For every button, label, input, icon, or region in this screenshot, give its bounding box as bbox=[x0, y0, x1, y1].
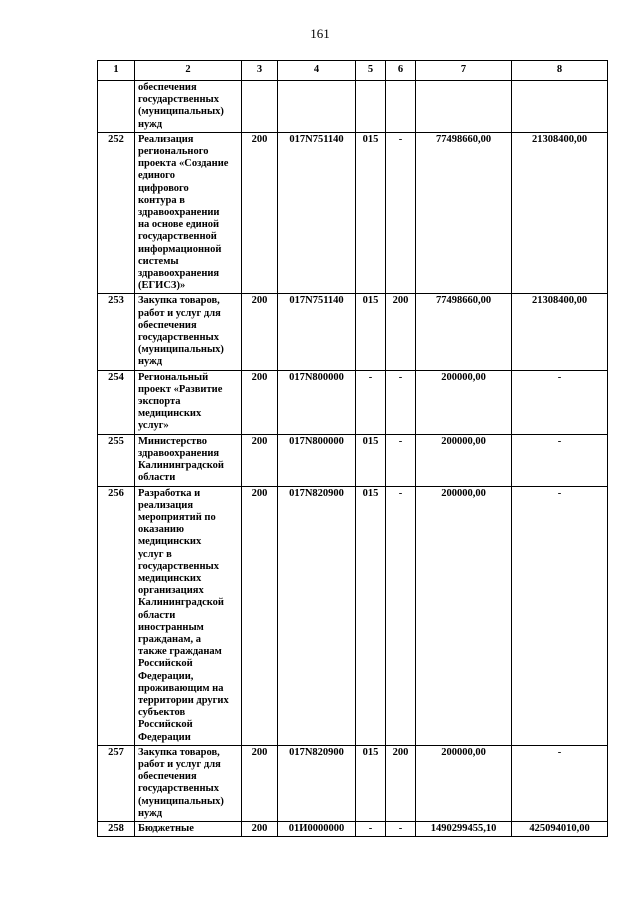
table-cell-c8: 21308400,00 bbox=[512, 132, 608, 294]
table-cell-c7: 200000,00 bbox=[416, 434, 512, 486]
table-cell-c2: Региональный проект «Развитие экспорта медицинских услуг» bbox=[135, 370, 242, 434]
table-cell-c2: Закупка товаров, работ и услуг для обеспечения государственных (муниципальных) нужд bbox=[135, 745, 242, 821]
table-cell-c2: Разработка и реализация мероприятий по оказанию медицинских услуг в государственных медицинских организациях Калининградской области иностранным гражданам, а также гражданам Российской Федерации, проживающим на территории других субъектов Российской Федерации bbox=[135, 486, 242, 745]
table-cell-c8: - bbox=[512, 745, 608, 821]
table-cell-c5 bbox=[356, 81, 386, 133]
header-cell-1: 1 bbox=[98, 61, 135, 81]
table-cell-c5: - bbox=[356, 370, 386, 434]
table-cell-c1: 257 bbox=[98, 745, 135, 821]
table-cell-c4: 017N751140 bbox=[278, 294, 356, 370]
table-cell-c8: 21308400,00 bbox=[512, 294, 608, 370]
table-cell-c6: - bbox=[386, 486, 416, 745]
table-cell-c1: 255 bbox=[98, 434, 135, 486]
table-cell-c2: Закупка товаров, работ и услуг для обеспечения государственных (муниципальных) нужд bbox=[135, 294, 242, 370]
table-cell-c8: - bbox=[512, 434, 608, 486]
table-cell-c1 bbox=[98, 81, 135, 133]
table-row bbox=[98, 370, 608, 434]
table-cell-c6: - bbox=[386, 434, 416, 486]
table-cell-c5: - bbox=[356, 821, 386, 836]
header-cell-5: 5 bbox=[356, 61, 386, 81]
table-row bbox=[98, 132, 608, 294]
table-row bbox=[98, 821, 608, 836]
table-cell-c6 bbox=[386, 81, 416, 133]
table-cell-c6: - bbox=[386, 370, 416, 434]
table-cell-c8: - bbox=[512, 370, 608, 434]
table-cell-c1: 254 bbox=[98, 370, 135, 434]
table-cell-c7: 200000,00 bbox=[416, 745, 512, 821]
table-cell-c3 bbox=[242, 81, 278, 133]
table-cell-c4: 017N820900 bbox=[278, 486, 356, 745]
table-cell-c6: - bbox=[386, 132, 416, 294]
table-cell-c6: 200 bbox=[386, 294, 416, 370]
table-cell-c3: 200 bbox=[242, 745, 278, 821]
table-row bbox=[98, 745, 608, 821]
header-cell-2: 2 bbox=[135, 61, 242, 81]
header-row bbox=[98, 61, 608, 81]
table-cell-c5: 015 bbox=[356, 132, 386, 294]
header-cell-6: 6 bbox=[386, 61, 416, 81]
table-cell-c3: 200 bbox=[242, 294, 278, 370]
table-cell-c2: Реализация регионального проекта «Создание единого цифрового контура в здравоохранении на основе единой государственной информационной системы здравоохранения (ЕГИСЗ)» bbox=[135, 132, 242, 294]
table-cell-c2: Министерство здравоохранения Калининградской области bbox=[135, 434, 242, 486]
table-cell-c7: 1490299455,10 bbox=[416, 821, 512, 836]
table-cell-c3: 200 bbox=[242, 132, 278, 294]
table-cell-c7 bbox=[416, 81, 512, 133]
table-cell-c4: 01И0000000 bbox=[278, 821, 356, 836]
table-cell-c7: 77498660,00 bbox=[416, 132, 512, 294]
table-cell-c1: 252 bbox=[98, 132, 135, 294]
table-cell-c1: 253 bbox=[98, 294, 135, 370]
table-row bbox=[98, 294, 608, 370]
table-cell-c6: 200 bbox=[386, 745, 416, 821]
page-number: 161 bbox=[310, 26, 330, 41]
header-cell-7: 7 bbox=[416, 61, 512, 81]
table-cell-c2: обеспечения государственных (муниципальных) нужд bbox=[135, 81, 242, 133]
table-cell-c8 bbox=[512, 81, 608, 133]
table-cell-c1: 258 bbox=[98, 821, 135, 836]
table-cell-c3: 200 bbox=[242, 434, 278, 486]
table-cell-c3: 200 bbox=[242, 821, 278, 836]
table-cell-c7: 200000,00 bbox=[416, 370, 512, 434]
table-cell-c6: - bbox=[386, 821, 416, 836]
table-cell-c4: 017N800000 bbox=[278, 434, 356, 486]
table-cell-c2: Бюджетные bbox=[135, 821, 242, 836]
table-cell-c4 bbox=[278, 81, 356, 133]
table-cell-c4: 017N751140 bbox=[278, 132, 356, 294]
table-cell-c3: 200 bbox=[242, 486, 278, 745]
header-cell-3: 3 bbox=[242, 61, 278, 81]
header-cell-4: 4 bbox=[278, 61, 356, 81]
table-cell-c8: - bbox=[512, 486, 608, 745]
table-cell-c5: 015 bbox=[356, 745, 386, 821]
table-row bbox=[98, 486, 608, 745]
table-cell-c3: 200 bbox=[242, 370, 278, 434]
header-cell-8: 8 bbox=[512, 61, 608, 81]
table-row bbox=[98, 434, 608, 486]
table-cell-c7: 77498660,00 bbox=[416, 294, 512, 370]
table-body bbox=[98, 81, 608, 837]
table-cell-c8: 425094010,00 bbox=[512, 821, 608, 836]
table-cell-c5: 015 bbox=[356, 294, 386, 370]
table-row bbox=[98, 81, 608, 133]
table-cell-c1: 256 bbox=[98, 486, 135, 745]
table-cell-c4: 017N800000 bbox=[278, 370, 356, 434]
table-cell-c5: 015 bbox=[356, 434, 386, 486]
budget-table bbox=[97, 60, 608, 837]
table-cell-c5: 015 bbox=[356, 486, 386, 745]
table-cell-c4: 017N820900 bbox=[278, 745, 356, 821]
table-cell-c7: 200000,00 bbox=[416, 486, 512, 745]
